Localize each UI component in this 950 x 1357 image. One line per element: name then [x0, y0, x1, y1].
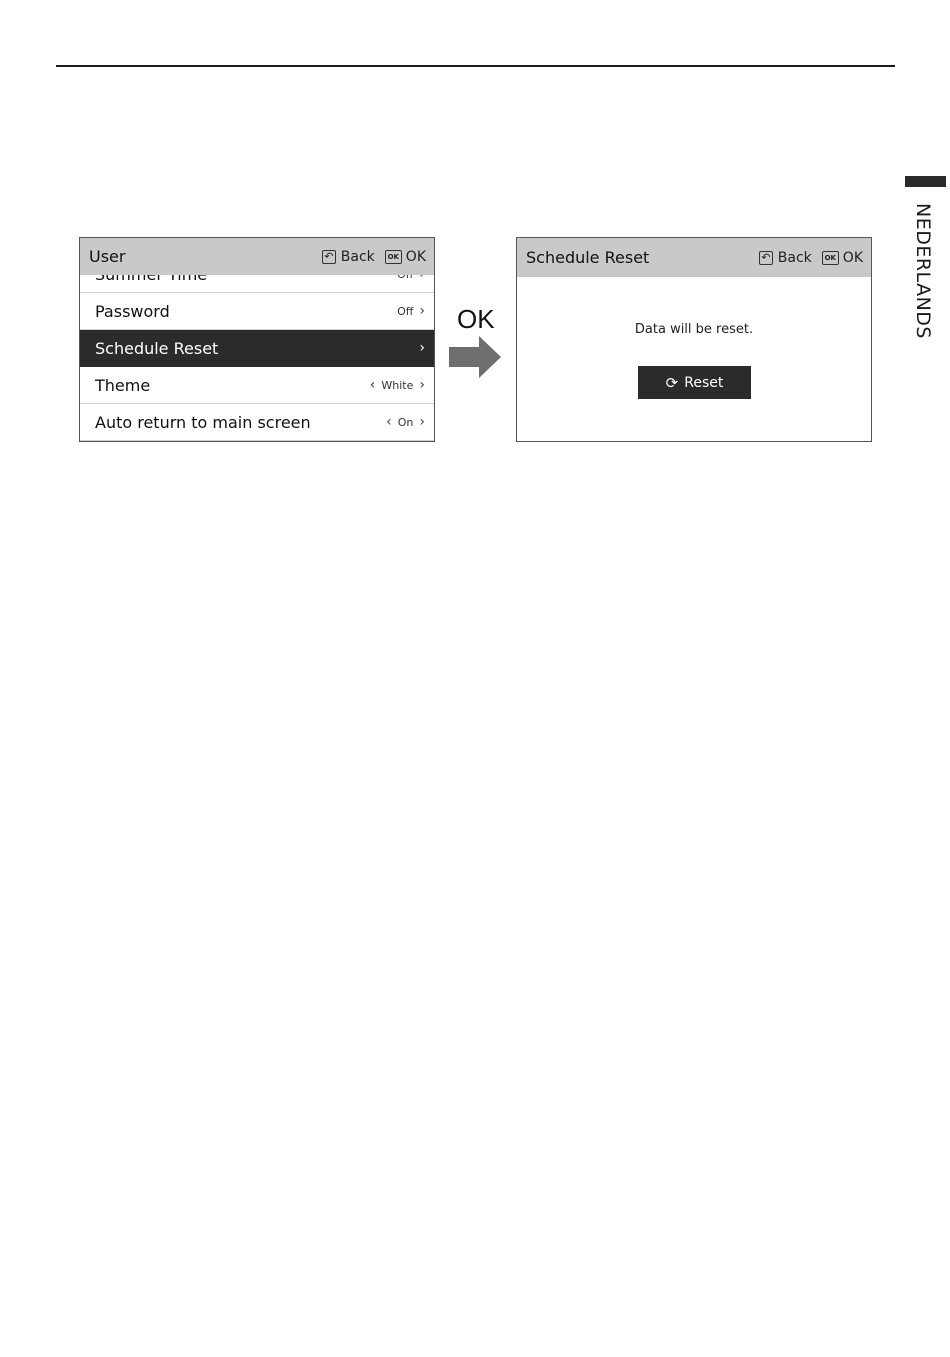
user-menu-screen: [79, 237, 435, 442]
screen-header: [517, 238, 871, 277]
menu-row-auto-return[interactable]: [80, 404, 434, 441]
back-control[interactable]: [322, 249, 375, 265]
menu-row-value: White: [381, 378, 414, 392]
ok-label: OK: [842, 249, 863, 266]
chevron-left-icon[interactable]: ‹: [369, 377, 376, 393]
reset-button[interactable]: [638, 366, 751, 399]
transition-label: OK: [457, 304, 495, 334]
schedule-reset-screen: [516, 237, 872, 442]
back-label: Back: [340, 248, 375, 265]
refresh-icon: ⟳: [665, 373, 679, 392]
ok-icon: OK: [822, 251, 839, 265]
screen-title: Schedule Reset: [526, 248, 650, 267]
top-rule: [56, 65, 895, 67]
arrow-right-icon: [449, 336, 501, 378]
menu-row-label: Password: [95, 301, 170, 321]
ok-control[interactable]: [375, 249, 426, 265]
menu-list: [80, 256, 434, 441]
back-control[interactable]: [759, 250, 812, 266]
reset-message: Data will be reset.: [634, 322, 754, 337]
chevron-left-icon[interactable]: ‹: [386, 414, 392, 430]
chevron-right-icon[interactable]: ›: [419, 414, 425, 430]
screen-title: User: [89, 247, 126, 266]
menu-row-label: Auto return to main screen: [95, 412, 311, 432]
menu-row-label: Theme: [95, 375, 151, 395]
ok-icon: OK: [385, 250, 402, 264]
language-tab-label: NEDERLANDS: [912, 203, 934, 339]
screen-header: [80, 238, 434, 275]
ok-control[interactable]: [812, 250, 863, 266]
chevron-right-icon: ›: [419, 303, 425, 319]
back-icon: ↶: [322, 250, 336, 264]
chevron-right-icon: ›: [419, 340, 425, 356]
menu-row-password[interactable]: [80, 293, 434, 330]
menu-row-theme[interactable]: [80, 367, 434, 404]
menu-row-schedule-reset[interactable]: [80, 330, 434, 367]
language-tab-bar: [905, 176, 946, 187]
ok-label: OK: [405, 248, 426, 265]
back-label: Back: [777, 249, 812, 266]
menu-row-label: Schedule Reset: [95, 338, 219, 358]
reset-button-label: Reset: [684, 374, 724, 391]
menu-row-value: On: [397, 415, 414, 429]
chevron-right-icon[interactable]: ›: [419, 377, 425, 393]
back-icon: ↶: [759, 251, 773, 265]
menu-row-value: Off: [397, 304, 414, 318]
